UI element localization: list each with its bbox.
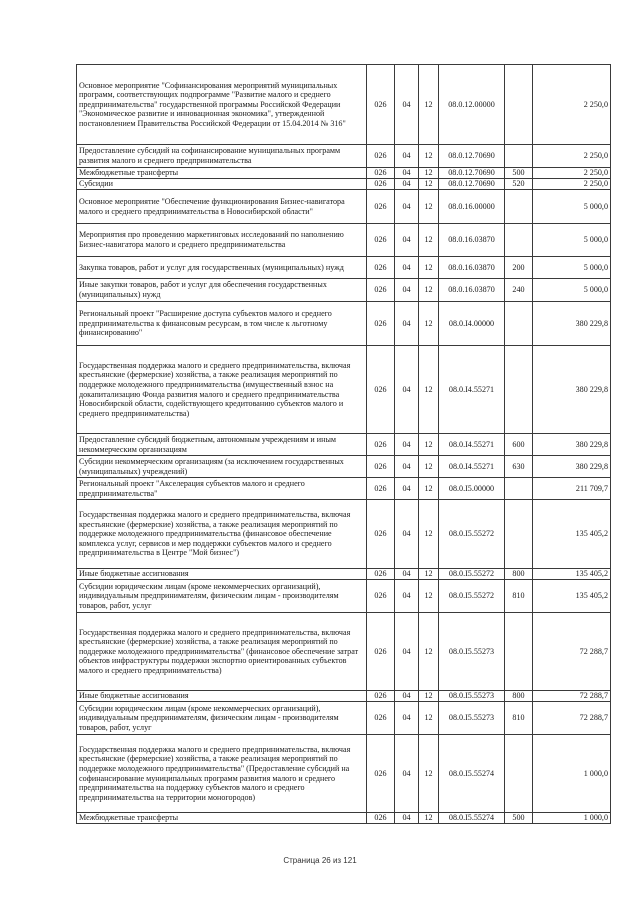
- row-amount: 5 000,0: [533, 224, 611, 257]
- row-expense-type: 200: [505, 257, 533, 279]
- table-row: [77, 65, 611, 145]
- row-subsection: 12: [419, 179, 439, 190]
- table-row: [77, 179, 611, 190]
- row-section: 04: [395, 569, 419, 580]
- row-target-article: 08.0.I5.55274: [439, 735, 505, 813]
- row-expense-type: [505, 346, 533, 434]
- row-section: 04: [395, 346, 419, 434]
- row-name: Субсидии юридическим лицам (кроме некоммерческих организаций), индивидуальным предпринимателям, физическим лицам - производителям товаров, работ, услуг: [77, 580, 367, 613]
- row-ved-code: 026: [367, 302, 395, 346]
- row-ved-code: 026: [367, 613, 395, 691]
- row-subsection: 12: [419, 224, 439, 257]
- row-ved-code: 026: [367, 735, 395, 813]
- row-ved-code: 026: [367, 813, 395, 824]
- row-amount: 2 250,0: [533, 179, 611, 190]
- table-row: [77, 691, 611, 702]
- row-ved-code: 026: [367, 257, 395, 279]
- row-target-article: 08.0.16.03870: [439, 224, 505, 257]
- row-subsection: 12: [419, 434, 439, 456]
- row-section: 04: [395, 168, 419, 179]
- row-amount: 380 229,8: [533, 302, 611, 346]
- row-expense-type: [505, 224, 533, 257]
- row-name: Основное мероприятие "Софинансирования мероприятий муниципальных программ, соответствующих подпрограмме "Развитие малого и среднего предпринимательства" государственной программы Российской Федерации "Экономическое развитие и инновационная экономика", утвержденной постановлением Правительства Российской Федерации от 15.04.2014 № 316": [77, 65, 367, 145]
- row-subsection: 12: [419, 279, 439, 302]
- table-row: [77, 500, 611, 569]
- row-expense-type: 800: [505, 569, 533, 580]
- row-target-article: 08.0.12.00000: [439, 65, 505, 145]
- row-target-article: 08.0.I4.55271: [439, 456, 505, 478]
- row-amount: 135 405,2: [533, 569, 611, 580]
- row-amount: 135 405,2: [533, 580, 611, 613]
- row-ved-code: 026: [367, 500, 395, 569]
- row-section: 04: [395, 813, 419, 824]
- row-section: 04: [395, 65, 419, 145]
- row-subsection: 12: [419, 569, 439, 580]
- row-target-article: 08.0.I5.55272: [439, 569, 505, 580]
- row-amount: 2 250,0: [533, 65, 611, 145]
- row-ved-code: 026: [367, 190, 395, 224]
- row-section: 04: [395, 478, 419, 500]
- row-name: Субсидии некоммерческим организациям (за исключением государственных (муниципальных) учреждений): [77, 456, 367, 478]
- table-row: [77, 224, 611, 257]
- row-section: 04: [395, 613, 419, 691]
- row-section: 04: [395, 500, 419, 569]
- row-name: Межбюджетные трансферты: [77, 813, 367, 824]
- row-amount: 72 288,7: [533, 613, 611, 691]
- budget-table-body: [77, 65, 611, 824]
- row-target-article: 08.0.16.03870: [439, 279, 505, 302]
- row-ved-code: 026: [367, 691, 395, 702]
- row-ved-code: 026: [367, 279, 395, 302]
- table-row: [77, 257, 611, 279]
- page-footer: Страница 26 из 121: [283, 856, 357, 865]
- row-name: Предоставление субсидий на софинансирование муниципальных программ развития малого и среднего предпринимательства: [77, 145, 367, 168]
- row-target-article: 08.0.I4.55271: [439, 434, 505, 456]
- row-ved-code: 026: [367, 580, 395, 613]
- row-amount: 5 000,0: [533, 279, 611, 302]
- row-name: Региональный проект "Расширение доступа субъектов малого и среднего предпринимательства к финансовым ресурсам, в том числе к льготному финансированию": [77, 302, 367, 346]
- row-section: 04: [395, 456, 419, 478]
- row-name: Государственная поддержка малого и среднего предпринимательства, включая крестьянские (фермерские) хозяйства, а также реализация мероприятий по поддержке молодежного предпринимательства (финансовое обеспечение комплекса услуг, сервисов и мер поддержки субъектов малого и среднего предпринимательства в Центре "Мой бизнес"): [77, 500, 367, 569]
- budget-table: [76, 64, 611, 824]
- row-name: Мероприятия про проведению маркетинговых исследований по наполнению Бизнес-навигатора малого и среднего предпринимательства: [77, 224, 367, 257]
- row-amount: 380 229,8: [533, 434, 611, 456]
- row-section: 04: [395, 179, 419, 190]
- row-expense-type: 500: [505, 813, 533, 824]
- row-expense-type: 800: [505, 691, 533, 702]
- row-expense-type: [505, 478, 533, 500]
- row-target-article: 08.0.12.70690: [439, 179, 505, 190]
- row-amount: 2 250,0: [533, 168, 611, 179]
- row-expense-type: 810: [505, 580, 533, 613]
- row-target-article: 08.0.12.70690: [439, 145, 505, 168]
- table-row: [77, 145, 611, 168]
- table-row: [77, 580, 611, 613]
- row-subsection: 12: [419, 190, 439, 224]
- row-amount: 380 229,8: [533, 456, 611, 478]
- row-ved-code: 026: [367, 168, 395, 179]
- table-row: [77, 302, 611, 346]
- row-expense-type: [505, 302, 533, 346]
- row-target-article: 08.0.I5.55273: [439, 702, 505, 735]
- table-row: [77, 168, 611, 179]
- row-ved-code: 026: [367, 702, 395, 735]
- row-target-article: 08.0.16.03870: [439, 257, 505, 279]
- row-subsection: 12: [419, 813, 439, 824]
- table-row: [77, 813, 611, 824]
- row-target-article: 08.0.I5.55272: [439, 500, 505, 569]
- row-name: Иные закупки товаров, работ и услуг для обеспечения государственных (муниципальных) нужд: [77, 279, 367, 302]
- table-row: [77, 434, 611, 456]
- row-expense-type: 240: [505, 279, 533, 302]
- row-target-article: 08.0.16.00000: [439, 190, 505, 224]
- row-section: 04: [395, 691, 419, 702]
- row-expense-type: [505, 613, 533, 691]
- row-subsection: 12: [419, 456, 439, 478]
- row-expense-type: [505, 190, 533, 224]
- row-amount: 5 000,0: [533, 257, 611, 279]
- row-amount: 211 709,7: [533, 478, 611, 500]
- table-row: [77, 613, 611, 691]
- row-name: Государственная поддержка малого и среднего предпринимательства, включая крестьянские (фермерские) хозяйства, а также реализация мероприятий по поддержке молодежного предпринимательства (имущественный взнос на докапитализацию Фонда развития малого и среднего предпринимательства Новосибирской области, содействующего кредитованию субъектов малого и среднего предпринимательства): [77, 346, 367, 434]
- row-subsection: 12: [419, 145, 439, 168]
- table-row: [77, 346, 611, 434]
- row-amount: 5 000,0: [533, 190, 611, 224]
- row-ved-code: 026: [367, 179, 395, 190]
- table-row: [77, 735, 611, 813]
- row-subsection: 12: [419, 302, 439, 346]
- row-ved-code: 026: [367, 65, 395, 145]
- row-ved-code: 026: [367, 346, 395, 434]
- row-name: Субсидии: [77, 179, 367, 190]
- row-subsection: 12: [419, 613, 439, 691]
- row-ved-code: 026: [367, 145, 395, 168]
- row-target-article: 08.0.I5.55273: [439, 613, 505, 691]
- row-target-article: 08.0.12.70690: [439, 168, 505, 179]
- row-expense-type: [505, 65, 533, 145]
- row-amount: 2 250,0: [533, 145, 611, 168]
- row-name: Межбюджетные трансферты: [77, 168, 367, 179]
- row-subsection: 12: [419, 702, 439, 735]
- table-row: [77, 456, 611, 478]
- row-section: 04: [395, 257, 419, 279]
- row-ved-code: 026: [367, 569, 395, 580]
- row-section: 04: [395, 279, 419, 302]
- row-subsection: 12: [419, 346, 439, 434]
- row-section: 04: [395, 434, 419, 456]
- row-ved-code: 026: [367, 224, 395, 257]
- row-name: Государственная поддержка малого и среднего предпринимательства, включая крестьянские (фермерские) хозяйства, а также реализация мероприятий по поддержке молодежного предпринимательства" (Предоставление субсидий на софинансирование муниципальных программ развития малого и среднего предпринимательства на поддержку субъектов малого и среднего предпринимательства на территории моногородов): [77, 735, 367, 813]
- row-expense-type: 500: [505, 168, 533, 179]
- row-section: 04: [395, 735, 419, 813]
- row-target-article: 08.0.I5.55272: [439, 580, 505, 613]
- row-expense-type: 600: [505, 434, 533, 456]
- row-expense-type: 630: [505, 456, 533, 478]
- row-target-article: 08.0.I5.55273: [439, 691, 505, 702]
- row-name: Региональный проект "Акселерация субъектов малого и среднего предпринимательства": [77, 478, 367, 500]
- row-name: Субсидии юридическим лицам (кроме некоммерческих организаций), индивидуальным предпринимателям, физическим лицам - производителям товаров, работ, услуг: [77, 702, 367, 735]
- row-name: Закупка товаров, работ и услуг для государственных (муниципальных) нужд: [77, 257, 367, 279]
- table-row: [77, 478, 611, 500]
- row-target-article: 08.0.I4.00000: [439, 302, 505, 346]
- row-name: Государственная поддержка малого и среднего предпринимательства, включая крестьянские (фермерские) хозяйства, а также реализация мероприятий по поддержке молодежного предпринимательства" (финансовое обеспечение затрат объектов инфраструктуры поддержки экспортно ориентированных субъектов малого и среднего предпринимательства): [77, 613, 367, 691]
- row-amount: 72 288,7: [533, 702, 611, 735]
- row-amount: 135 405,2: [533, 500, 611, 569]
- row-subsection: 12: [419, 257, 439, 279]
- row-expense-type: [505, 735, 533, 813]
- row-subsection: 12: [419, 735, 439, 813]
- row-target-article: 08.0.I5.55274: [439, 813, 505, 824]
- table-row: [77, 190, 611, 224]
- row-target-article: 08.0.I5.00000: [439, 478, 505, 500]
- row-name: Основное мероприятие "Обеспечение функционирования Бизнес-навигатора малого и среднего предпринимательства в Новосибирской области": [77, 190, 367, 224]
- row-ved-code: 026: [367, 456, 395, 478]
- row-subsection: 12: [419, 168, 439, 179]
- row-section: 04: [395, 580, 419, 613]
- table-row: [77, 569, 611, 580]
- row-section: 04: [395, 702, 419, 735]
- row-expense-type: 810: [505, 702, 533, 735]
- row-target-article: 08.0.I4.55271: [439, 346, 505, 434]
- row-ved-code: 026: [367, 434, 395, 456]
- row-ved-code: 026: [367, 478, 395, 500]
- row-amount: 1 000,0: [533, 813, 611, 824]
- row-amount: 380 229,8: [533, 346, 611, 434]
- row-section: 04: [395, 145, 419, 168]
- row-section: 04: [395, 190, 419, 224]
- row-amount: 72 288,7: [533, 691, 611, 702]
- row-expense-type: [505, 145, 533, 168]
- row-expense-type: [505, 500, 533, 569]
- row-subsection: 12: [419, 500, 439, 569]
- row-amount: 1 000,0: [533, 735, 611, 813]
- row-section: 04: [395, 302, 419, 346]
- row-name: Предоставление субсидий бюджетным, автономным учреждениям и иным некоммерческим организациям: [77, 434, 367, 456]
- row-subsection: 12: [419, 691, 439, 702]
- table-row: [77, 279, 611, 302]
- row-subsection: 12: [419, 580, 439, 613]
- table-row: [77, 702, 611, 735]
- row-subsection: 12: [419, 65, 439, 145]
- row-subsection: 12: [419, 478, 439, 500]
- row-name: Иные бюджетные ассигнования: [77, 569, 367, 580]
- row-expense-type: 520: [505, 179, 533, 190]
- row-name: Иные бюджетные ассигнования: [77, 691, 367, 702]
- row-section: 04: [395, 224, 419, 257]
